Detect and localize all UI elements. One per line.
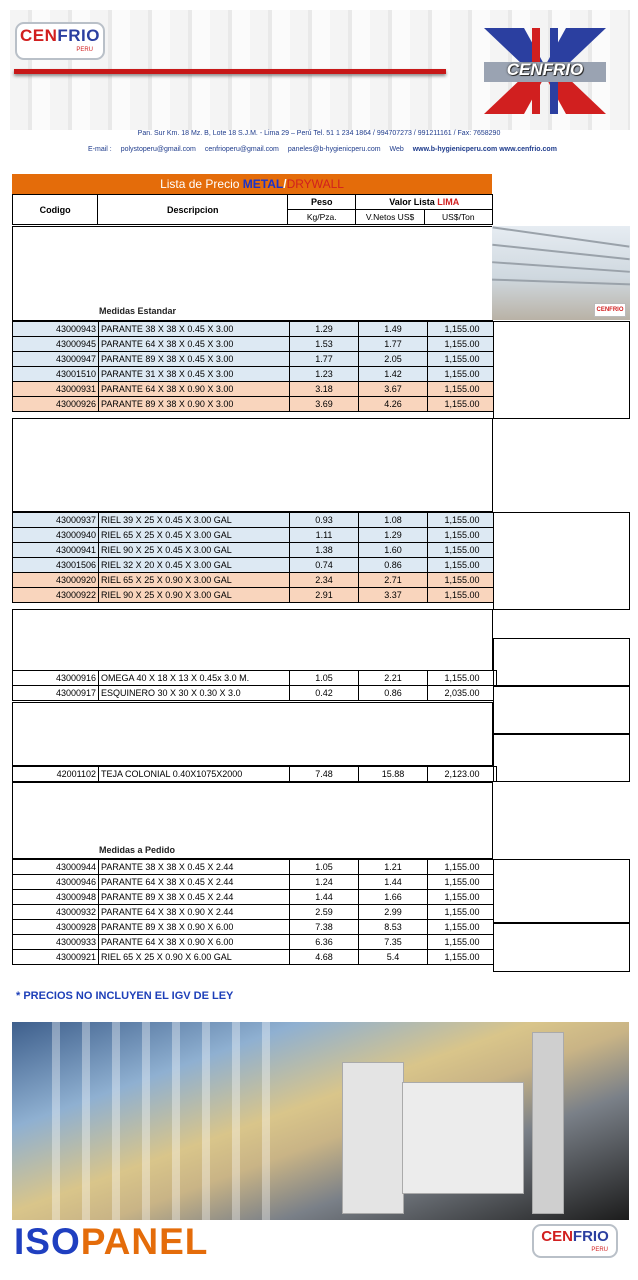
table-row	[13, 367, 497, 382]
table-row	[13, 767, 497, 782]
product-net-value: 15.88	[359, 767, 428, 782]
product-code: 43000916	[13, 671, 99, 686]
product-net-value: 1.49	[359, 322, 428, 337]
product-net-value: 3.67	[359, 382, 428, 397]
product-weight: 6.36	[290, 935, 359, 950]
table-parantes	[12, 321, 497, 412]
table-omega	[12, 670, 497, 701]
address-line: Pan. Sur Km. 18 Mz. B, Lote 18 S.J.M. - Lima 29 – Perú Tel. 51 1 234 1864 / 994707273 / 991211161 / Fax: 7658290	[137, 130, 501, 137]
side-box-3	[493, 638, 630, 686]
col-header-descripcion: Descripcion	[98, 195, 288, 225]
product-code: 43000941	[13, 543, 99, 558]
product-net-value: 8.53	[359, 920, 428, 935]
product-net-value: 1.29	[359, 528, 428, 543]
side-box-5	[493, 734, 630, 782]
section-blank-2	[12, 418, 493, 512]
product-net-value: 1.21	[359, 860, 428, 875]
product-weight: 3.18	[290, 382, 359, 397]
product-description: PARANTE 89 X 38 X 0.90 X 3.00	[99, 397, 290, 412]
product-weight: 1.38	[290, 543, 359, 558]
product-price-per-ton: 2,123.00	[428, 767, 497, 782]
product-code: 43000921	[13, 950, 99, 965]
product-weight: 2.34	[290, 573, 359, 588]
product-description: PARANTE 64 X 38 X 0.45 X 3.00	[99, 337, 290, 352]
product-description: PARANTE 89 X 38 X 0.90 X 6.00	[99, 920, 290, 935]
col-sub-usston: US$/Ton	[424, 210, 492, 225]
product-weight: 0.74	[290, 558, 359, 573]
product-weight: 2.91	[290, 588, 359, 603]
product-description: PARANTE 64 X 38 X 0.90 X 2.44	[99, 905, 290, 920]
product-weight: 4.68	[290, 950, 359, 965]
product-code: 43000922	[13, 588, 99, 603]
product-price-per-ton: 1,155.00	[428, 875, 497, 890]
product-price-per-ton: 1,155.00	[428, 382, 497, 397]
product-net-value: 1.08	[359, 513, 428, 528]
table-row	[13, 322, 497, 337]
product-description: RIEL 90 X 25 X 0.90 X 3.00 GAL	[99, 588, 290, 603]
table-row	[13, 950, 497, 965]
product-weight: 7.48	[290, 767, 359, 782]
product-weight: 1.77	[290, 352, 359, 367]
product-code: 43001506	[13, 558, 99, 573]
side-box-1	[493, 321, 630, 419]
logo-frio-text: FRIO	[57, 26, 100, 45]
table-row	[13, 875, 497, 890]
valor-lima-text: LIMA	[437, 197, 460, 207]
table-rieles	[12, 512, 497, 603]
web-link-2[interactable]: www.cenfrio.com	[499, 146, 557, 153]
product-description: PARANTE 89 X 38 X 0.45 X 2.44	[99, 890, 290, 905]
product-weight: 0.42	[290, 686, 359, 701]
product-price-per-ton: 1,155.00	[428, 890, 497, 905]
table-row	[13, 860, 497, 875]
product-price-per-ton: 2,035.00	[428, 686, 497, 701]
side-box-4	[493, 686, 630, 734]
product-price-per-ton: 1,155.00	[428, 352, 497, 367]
product-weight: 0.93	[290, 513, 359, 528]
product-price-per-ton: 1,155.00	[428, 588, 497, 603]
isopanel-title	[14, 1221, 208, 1263]
email-link-2[interactable]: cenfrioperu@gmail.com	[204, 146, 279, 153]
product-price-per-ton: 1,155.00	[428, 513, 497, 528]
product-price-per-ton: 1,155.00	[428, 573, 497, 588]
section-label-estandar: Medidas Estandar	[99, 306, 177, 316]
table-row	[13, 352, 497, 367]
table-row	[13, 935, 497, 950]
product-weight: 1.24	[290, 875, 359, 890]
table-row	[13, 686, 497, 701]
product-description: OMEGA 40 X 18 X 13 X 0.45x 3.0 M.	[99, 671, 290, 686]
col-header-peso: Peso	[288, 195, 356, 210]
product-net-value: 1.44	[359, 875, 428, 890]
footer-cenfrio-logo	[532, 1224, 618, 1258]
table-row	[13, 890, 497, 905]
product-price-per-ton: 1,155.00	[428, 528, 497, 543]
product-net-value: 1.66	[359, 890, 428, 905]
product-weight: 1.05	[290, 671, 359, 686]
email-link-1[interactable]: polystoperu@gmail.com	[120, 146, 196, 153]
title-slash: /	[283, 177, 287, 191]
section-blank-1	[12, 226, 493, 321]
table-row	[13, 573, 497, 588]
product-description: RIEL 90 X 25 X 0.45 X 3.00 GAL	[99, 543, 290, 558]
product-code: 43000937	[13, 513, 99, 528]
product-code: 43000917	[13, 686, 99, 701]
product-price-per-ton: 1,155.00	[428, 905, 497, 920]
product-code: 43000931	[13, 382, 99, 397]
side-box-2	[493, 512, 630, 610]
web-link-1[interactable]: www.b-hygienicperu.com	[412, 146, 498, 153]
drywall-frame-photo	[492, 226, 630, 320]
email-link-3[interactable]: paneles@b-hygienicperu.com	[287, 146, 381, 153]
product-code: 43000940	[13, 528, 99, 543]
product-description: RIEL 39 X 25 X 0.45 X 3.00 GAL	[99, 513, 290, 528]
photo-logo: CENFRIO	[594, 303, 626, 317]
product-price-per-ton: 1,155.00	[428, 558, 497, 573]
isopanel-photo	[12, 1022, 629, 1220]
product-code: 43000947	[13, 352, 99, 367]
product-net-value: 2.05	[359, 352, 428, 367]
product-code: 43000920	[13, 573, 99, 588]
product-price-per-ton: 1,155.00	[428, 337, 497, 352]
product-code: 43000948	[13, 890, 99, 905]
table-row	[13, 905, 497, 920]
side-box-7	[493, 923, 630, 972]
section-label-pedido: Medidas a Pedido	[99, 845, 176, 855]
side-box-6	[493, 859, 630, 923]
table-row	[13, 558, 497, 573]
price-list-title	[12, 174, 492, 194]
product-code: 43000943	[13, 322, 99, 337]
footer-logo-cen: CEN	[541, 1228, 573, 1245]
col-header-valor	[356, 195, 493, 210]
logo-peru-text: PERU	[76, 47, 93, 53]
table-header	[12, 194, 493, 225]
product-price-per-ton: 1,155.00	[428, 671, 497, 686]
col-header-codigo: Codigo	[13, 195, 98, 225]
table-row	[13, 337, 497, 352]
product-weight: 1.29	[290, 322, 359, 337]
product-code: 43001510	[13, 367, 99, 382]
col-sub-kg: Kg/Pza.	[288, 210, 356, 225]
section-blank-5	[12, 782, 493, 859]
product-price-per-ton: 1,155.00	[428, 935, 497, 950]
section-blank-3	[12, 609, 493, 671]
product-code: 43000933	[13, 935, 99, 950]
logo-cen-text: CEN	[19, 26, 58, 45]
title-drywall: DRYWALL	[286, 177, 344, 191]
product-weight: 1.05	[290, 860, 359, 875]
product-description: RIEL 32 X 20 X 0.45 X 3.00 GAL	[99, 558, 290, 573]
title-prefix: Lista de Precio	[160, 177, 243, 191]
product-net-value: 1.42	[359, 367, 428, 382]
logo-right-text: CENFRIO	[506, 60, 584, 79]
product-weight: 1.23	[290, 367, 359, 382]
table-row	[13, 513, 497, 528]
product-weight: 7.38	[290, 920, 359, 935]
iso-text: ISO	[14, 1221, 81, 1262]
product-net-value: 7.35	[359, 935, 428, 950]
footer-logo-frio: FRIO	[572, 1228, 609, 1245]
email-label: E-mail :	[88, 146, 112, 153]
product-price-per-ton: 1,155.00	[428, 860, 497, 875]
header-red-bar	[14, 69, 446, 74]
cenfrio-logo	[15, 22, 105, 60]
product-weight: 1.53	[290, 337, 359, 352]
product-code: 43000932	[13, 905, 99, 920]
table-pedido	[12, 859, 497, 965]
product-description: RIEL 65 X 25 X 0.45 X 3.00 GAL	[99, 528, 290, 543]
product-net-value: 5.4	[359, 950, 428, 965]
product-net-value: 4.26	[359, 397, 428, 412]
table-row	[13, 543, 497, 558]
table-row	[13, 671, 497, 686]
product-net-value: 2.71	[359, 573, 428, 588]
igv-note: * PRECIOS NO INCLUYEN EL IGV DE LEY	[16, 990, 234, 1002]
section-blank-4	[12, 702, 493, 766]
product-net-value: 2.99	[359, 905, 428, 920]
product-description: ESQUINERO 30 X 30 X 0.30 X 3.0	[99, 686, 290, 701]
table-row	[13, 528, 497, 543]
product-price-per-ton: 1,155.00	[428, 920, 497, 935]
product-net-value: 1.77	[359, 337, 428, 352]
product-code: 43000928	[13, 920, 99, 935]
product-price-per-ton: 1,155.00	[428, 397, 497, 412]
footer-logo-peru: PERU	[591, 1247, 608, 1253]
product-code: 42001102	[13, 767, 99, 782]
product-net-value: 3.37	[359, 588, 428, 603]
product-price-per-ton: 1,155.00	[428, 950, 497, 965]
product-net-value: 2.21	[359, 671, 428, 686]
product-description: PARANTE 31 X 38 X 0.45 X 3.00	[99, 367, 290, 382]
web-label: Web	[389, 146, 404, 153]
contact-line	[88, 146, 628, 153]
product-weight: 1.11	[290, 528, 359, 543]
product-price-per-ton: 1,155.00	[428, 543, 497, 558]
col-sub-vnetos: V.Netos US$	[356, 210, 424, 225]
product-description: PARANTE 38 X 38 X 0.45 X 2.44	[99, 860, 290, 875]
product-description: PARANTE 64 X 38 X 0.90 X 3.00	[99, 382, 290, 397]
product-description: TEJA COLONIAL 0.40X1075X2000	[99, 767, 290, 782]
table-row	[13, 920, 497, 935]
product-description: PARANTE 64 X 38 X 0.90 X 6.00	[99, 935, 290, 950]
product-description: PARANTE 64 X 38 X 0.45 X 2.44	[99, 875, 290, 890]
product-price-per-ton: 1,155.00	[428, 322, 497, 337]
product-description: PARANTE 38 X 38 X 0.45 X 3.00	[99, 322, 290, 337]
product-price-per-ton: 1,155.00	[428, 367, 497, 382]
product-code: 43000944	[13, 860, 99, 875]
product-net-value: 1.60	[359, 543, 428, 558]
table-row	[13, 588, 497, 603]
product-description: RIEL 65 X 25 X 0.90 X 6.00 GAL	[99, 950, 290, 965]
table-row	[13, 382, 497, 397]
product-weight: 1.44	[290, 890, 359, 905]
product-code: 43000945	[13, 337, 99, 352]
product-weight: 2.59	[290, 905, 359, 920]
product-net-value: 0.86	[359, 558, 428, 573]
product-description: PARANTE 89 X 38 X 0.45 X 3.00	[99, 352, 290, 367]
product-weight: 3.69	[290, 397, 359, 412]
valor-text: Valor Lista	[389, 197, 438, 207]
cenfrio-k-logo	[484, 28, 606, 114]
product-code: 43000946	[13, 875, 99, 890]
product-net-value: 0.86	[359, 686, 428, 701]
panel-text: PANEL	[80, 1221, 209, 1262]
table-teja	[12, 766, 497, 782]
title-metal: METAL	[242, 177, 284, 191]
product-description: RIEL 65 X 25 X 0.90 X 3.00 GAL	[99, 573, 290, 588]
table-row	[13, 397, 497, 412]
product-code: 43000926	[13, 397, 99, 412]
